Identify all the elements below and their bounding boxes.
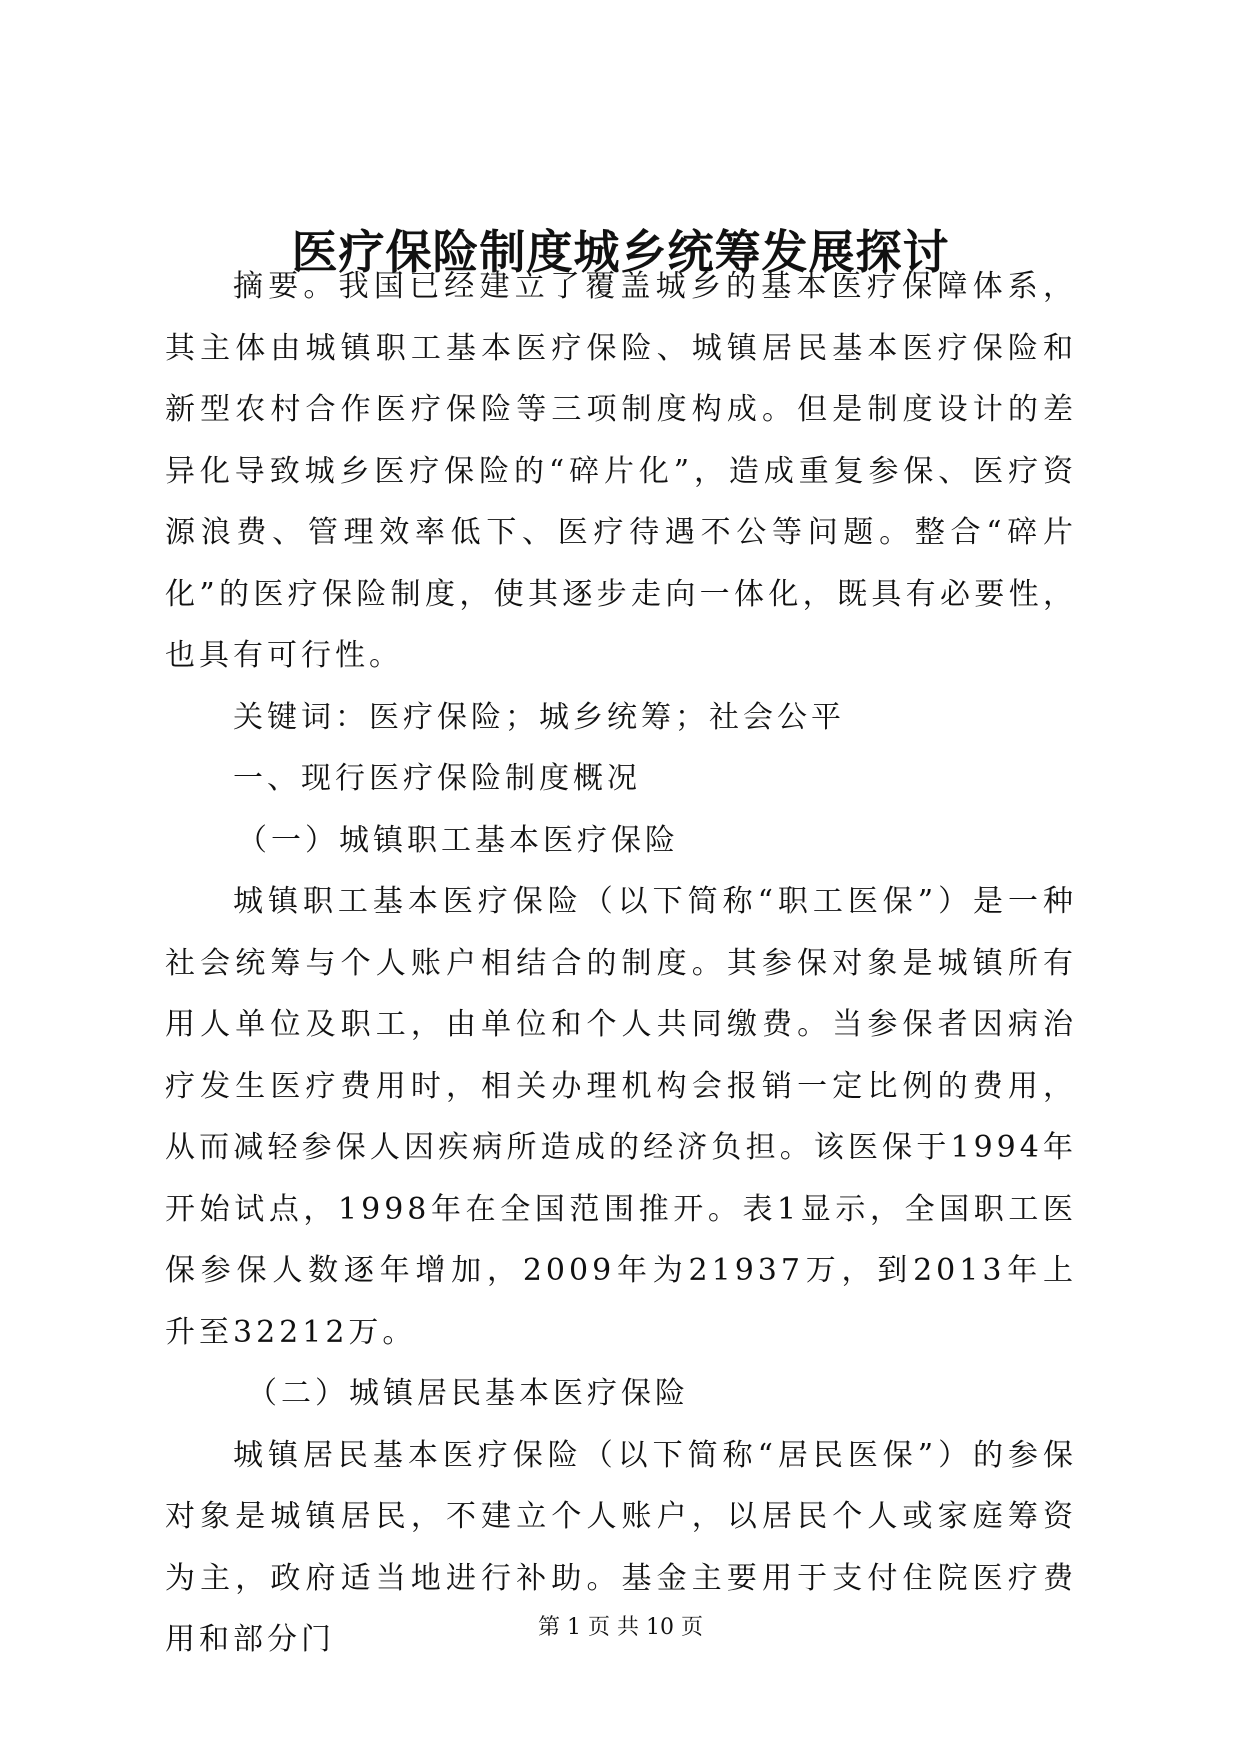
subsection-heading-1-1: （一）城镇职工基本医疗保险	[237, 822, 679, 858]
page-number-footer: 第 1 页 共 10 页	[538, 1615, 703, 1640]
keywords-line: 关键词：医疗保险；城乡统筹；社会公平	[233, 699, 845, 735]
subsection-paragraph-1-2: 城镇居民基本医疗保险（以下简称“居民医保”）的参保对象是城镇居民，不建立个人账户，以居民个人或家庭筹资为主，政府适当地进行补助。基金主要用于支付住院医疗费用和部分门	[165, 1437, 1077, 1657]
section-heading-1: 一、现行医疗保险制度概况	[233, 761, 641, 796]
document-title: 医疗保险制度城乡统筹发展探讨	[291, 225, 950, 279]
abstract-paragraph: 摘要。我国已经建立了覆盖城乡的基本医疗保障体系，其主体由城镇职工基本医疗保险、城镇居民基本医疗保险和新型农村合作医疗保险等三项制度构成。但是制度设计的差异化导致城乡医疗保险的“碎片化”，造成重复参保、医疗资源浪费、管理效率低下、医疗待遇不公等问题。整合“碎片化”的医疗保险制度，使其逐步走向一体化，既具有必要性，也具有可行性。	[165, 269, 1077, 673]
subsection-paragraph-1-1: 城镇职工基本医疗保险（以下简称“职工医保”）是一种社会统筹与个人账户相结合的制度。其参保对象是城镇所有用人单位及职工，由单位和个人共同缴费。当参保者因病治疗发生医疗费用时，相关办理机构会报销一定比例的费用，从而减轻参保人因疾病所造成的经济负担。该医保于1994年开始试点，1998年在全国范围推开。表1显示，全国职工医保参保人数逐年增加，2009年为21937万，到2013年上升至32212万。	[165, 884, 1077, 1350]
document-body	[165, 256, 1077, 1671]
subsection-heading-1-2: （二）城镇居民基本医疗保险	[247, 1376, 689, 1411]
